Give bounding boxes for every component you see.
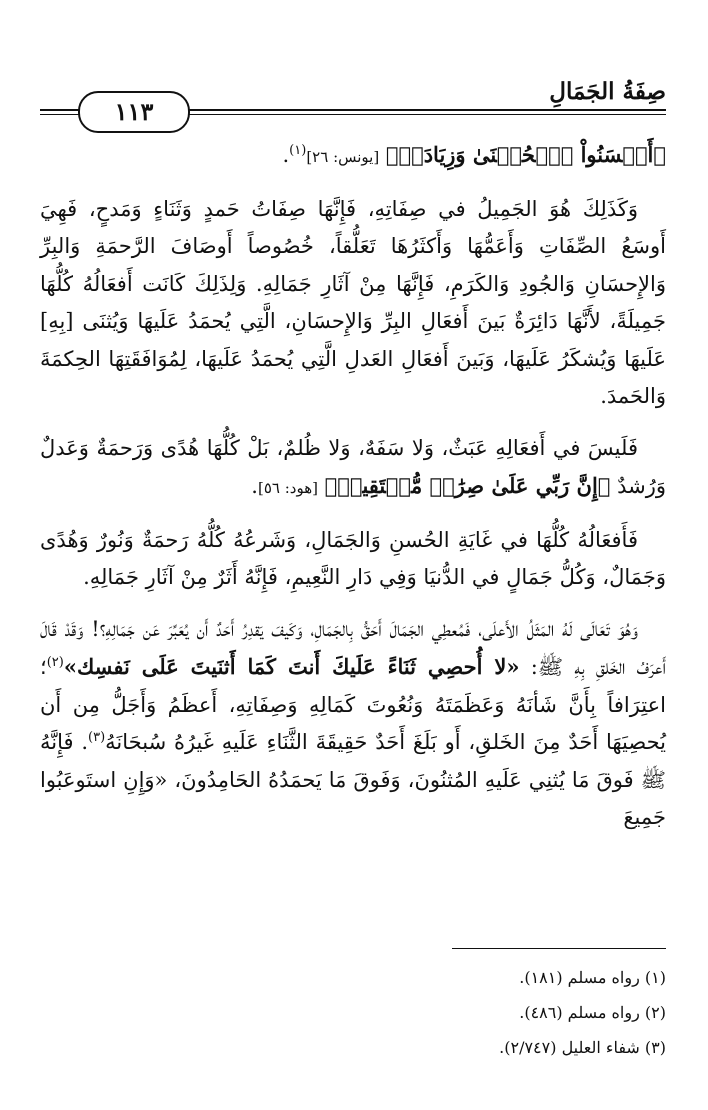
paragraph-text: . فَإِنَّهُ ﷺ فَوقَ مَا يُثنِي عَلَيهِ المُثنُونَ، وَفَوقَ مَا يَحمَدُهُ الحَامِدُونَ، «وَإِنِ استَوعَبُوا جَمِيعَ <box>40 730 666 829</box>
footnote: (٢) رواه مسلم (٤٨٦). <box>519 1003 666 1022</box>
header-left-rule <box>40 109 78 111</box>
quran-verse: ﴿أَحۡسَنُواْ ٱلۡحُسۡنَىٰ وَزِيَادَةٞ﴾ <box>385 142 666 167</box>
page-number: ١١٣ <box>78 91 190 133</box>
footnote-marker: (٢) <box>46 655 64 670</box>
running-title: صِفَةُ الجَمَالِ <box>549 78 666 105</box>
paragraph-verse-end <box>40 136 666 177</box>
main-text <box>40 136 666 837</box>
footnote: (١) رواه مسلم (١٨١). <box>519 968 666 987</box>
quran-verse: ﴿إِنَّ رَبِّي عَلَىٰ صِرَٰطٖ مُّسۡتَقِيمٖ﴾ <box>324 473 611 498</box>
footnote-marker: (١) <box>289 143 307 158</box>
hadith-quote: «لا أُحصِي ثَنَاءً عَلَيكَ أَنتَ كَمَا أَثنَيتَ عَلَى نَفسِك» <box>63 654 520 679</box>
paragraph: فَأَفعَالُهُ كُلُّهَا في غَايَةِ الحُسنِ وَالجَمَالِ، وَشَرعُهُ كُلُّهُ رَحمَةٌ وَنُورٌ وَهُدًى وَجَمَالٌ، وَكُلُّ جَمَالٍ في الدُّنيَا وَفِي دَارِ النَّعِيمِ، فَإِنَّهُ أَثَرٌ مِنْ آثَارِ جَمَالِهِ. <box>40 527 666 589</box>
footnote: (٣) شفاء العليل (٢/٧٤٧). <box>499 1038 666 1057</box>
paragraph-text: فَلَيسَ في أَفعَالِهِ عَبَثٌ، وَلا سَفَهٌ، وَلا ظُلمٌ، بَلْ كُلُّهَا هُدًى وَرَحمَةٌ وَعَدلٌ وَرُشدٌ <box>40 435 666 498</box>
footnote-marker: (٣) <box>88 730 106 745</box>
paragraph <box>40 611 666 837</box>
paragraph <box>40 430 666 508</box>
footnotes <box>40 960 666 1065</box>
footnote-separator <box>452 948 666 949</box>
punctuation: . <box>282 143 290 167</box>
paragraph: وَكَذَلِكَ هُوَ الجَمِيلُ في صِفَاتِهِ، فَإِنَّهَا صِفَاتُ حَمدٍ وَثَنَاءٍ وَمَدحٍ، فَهِيَ أَوسَعُ الصِّفَاتِ وَأَعَمُّهَا وَأَكثَرُهَا تَعَلُّقاً، خُصُوصاً أَوصَافَ الرَّحمَةِ وَالبِرِّ وَالإِحسَانِ وَالجُودِ وَالكَرَمِ، فَإِنَّهَا مِنْ آثَارِ جَمَالِهِ. وَلِذَلِكَ كَانَت أَفعَالُهُ كُلُّهَا جَمِيلَةً، لأَنَّهَا دَائِرَةٌ بَينَ أَفعَالِ البِرِّ وَالإِحسَانِ، الَّتِي يُحمَدُ عَلَيهَا وَيُثنَى [بِهِ] عَلَيهَا وَيُشكَرُ عَلَيهَا، وَبَينَ أَفعَالِ العَدلِ الَّتِي يُحمَدُ عَلَيهَا، لِمُوَافَقَتِهَا الحِكمَةَ وَالحَمدَ. <box>40 196 666 408</box>
verse-reference: [يونس: ٢٦] <box>306 148 380 166</box>
paragraph-text: وَهُوَ تَعَالَى لَهُ المَثَلُ الأَعلَى، فَمُعطِي الجَمَالَ أَحَقُّ بِالجَمَالِ، وَكَيفَ يَقدِرُ أَحَدٌ أَن يُعَبِّرَ عَن جَمَالِهِ؟! وَقَدْ قَالَ أَعرَفُ الخَلقِ بِهِ ﷺ: <box>40 616 666 679</box>
page-header <box>40 78 666 126</box>
paragraph-text: ؛ اعتِرَافاً بِأَنَّ شَأنَهُ وَعَظَمَتَهُ وَنُعُوتَ كَمَالِهِ وَصِفَاتِهِ، أَعظَمُ وَأَجَلُّ مِن أَن يُحصِيَهَا أَحَدٌ مِنَ الخَلقِ، أَو بَلَغَ أَحَدٌ حَقِيقَةَ الثَّنَاءِ عَلَيهِ غَيرُهُ سُبحَانَهُ <box>40 655 666 754</box>
verse-reference: [هود: ٥٦] <box>257 479 318 497</box>
header-left-rule-thin <box>40 114 78 115</box>
punctuation: . <box>251 474 258 498</box>
